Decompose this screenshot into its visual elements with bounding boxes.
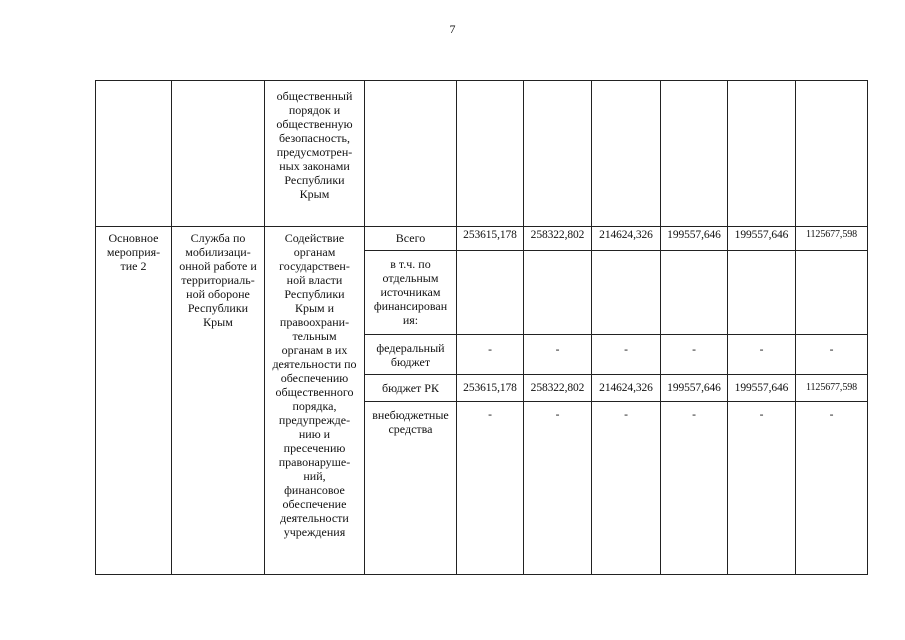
value-cell: 214624,326 [592, 375, 661, 402]
measure-name: Основное мероприя- тие 2 [96, 227, 172, 575]
value-cell: - [796, 402, 868, 575]
value-cell [661, 251, 728, 335]
value-cell [796, 251, 868, 335]
page-number: 7 [449, 22, 456, 36]
funding-source: федеральный бюджет [365, 335, 457, 375]
value-cell: 258322,802 [524, 375, 592, 402]
funding-source: в т.ч. по отдельным источникам финансирован ия: [365, 251, 457, 335]
value-cell: 253615,178 [457, 227, 524, 251]
value-cell: - [592, 402, 661, 575]
value-cell: 258322,802 [524, 227, 592, 251]
cell-empty [592, 81, 661, 227]
executor: Служба по мобилизаци- онной работе и территориаль- ной обороне Республики Крым [172, 227, 265, 575]
value-cell: 199557,646 [661, 227, 728, 251]
continuation-text: общественный порядок и общественную безопасность, предусмотрен- ных законами Республики Крым [265, 81, 365, 227]
value-cell: - [796, 335, 868, 375]
table-row [96, 227, 868, 251]
value-cell: 253615,178 [457, 375, 524, 402]
value-cell: 199557,646 [728, 227, 796, 251]
cell-empty [796, 81, 868, 227]
cell-empty [728, 81, 796, 227]
value-cell: - [457, 335, 524, 375]
cell-empty [661, 81, 728, 227]
funding-source: внебюджетные средства [365, 402, 457, 575]
value-cell [524, 251, 592, 335]
value-cell [457, 251, 524, 335]
value-cell: - [457, 402, 524, 575]
value-cell: - [524, 335, 592, 375]
funding-source: бюджет РК [365, 375, 457, 402]
value-cell: 199557,646 [728, 375, 796, 402]
funding-source: Всего [365, 227, 457, 251]
value-cell: - [661, 402, 728, 575]
cell-empty [457, 81, 524, 227]
value-cell: 1125677,598 [796, 375, 868, 402]
budget-table [95, 80, 868, 575]
value-cell [728, 251, 796, 335]
value-cell: - [728, 402, 796, 575]
value-cell: - [592, 335, 661, 375]
value-cell: 199557,646 [661, 375, 728, 402]
cell-empty [96, 81, 172, 227]
value-cell: - [524, 402, 592, 575]
continuation-row [96, 81, 868, 227]
value-cell: - [661, 335, 728, 375]
cell-empty [365, 81, 457, 227]
value-cell [592, 251, 661, 335]
value-cell: 214624,326 [592, 227, 661, 251]
cell-empty [172, 81, 265, 227]
value-cell: 1125677,598 [796, 227, 868, 251]
cell-empty [524, 81, 592, 227]
measure-description: Содействие органам государствен- ной власти Республики Крым и правоохрани- тельным органам в их деятельности по обеспечению общественного порядка, предупрежде- нию и пресечению правонаруше- ний, финансовое обеспечение деятельности учреждения [265, 227, 365, 575]
value-cell: - [728, 335, 796, 375]
